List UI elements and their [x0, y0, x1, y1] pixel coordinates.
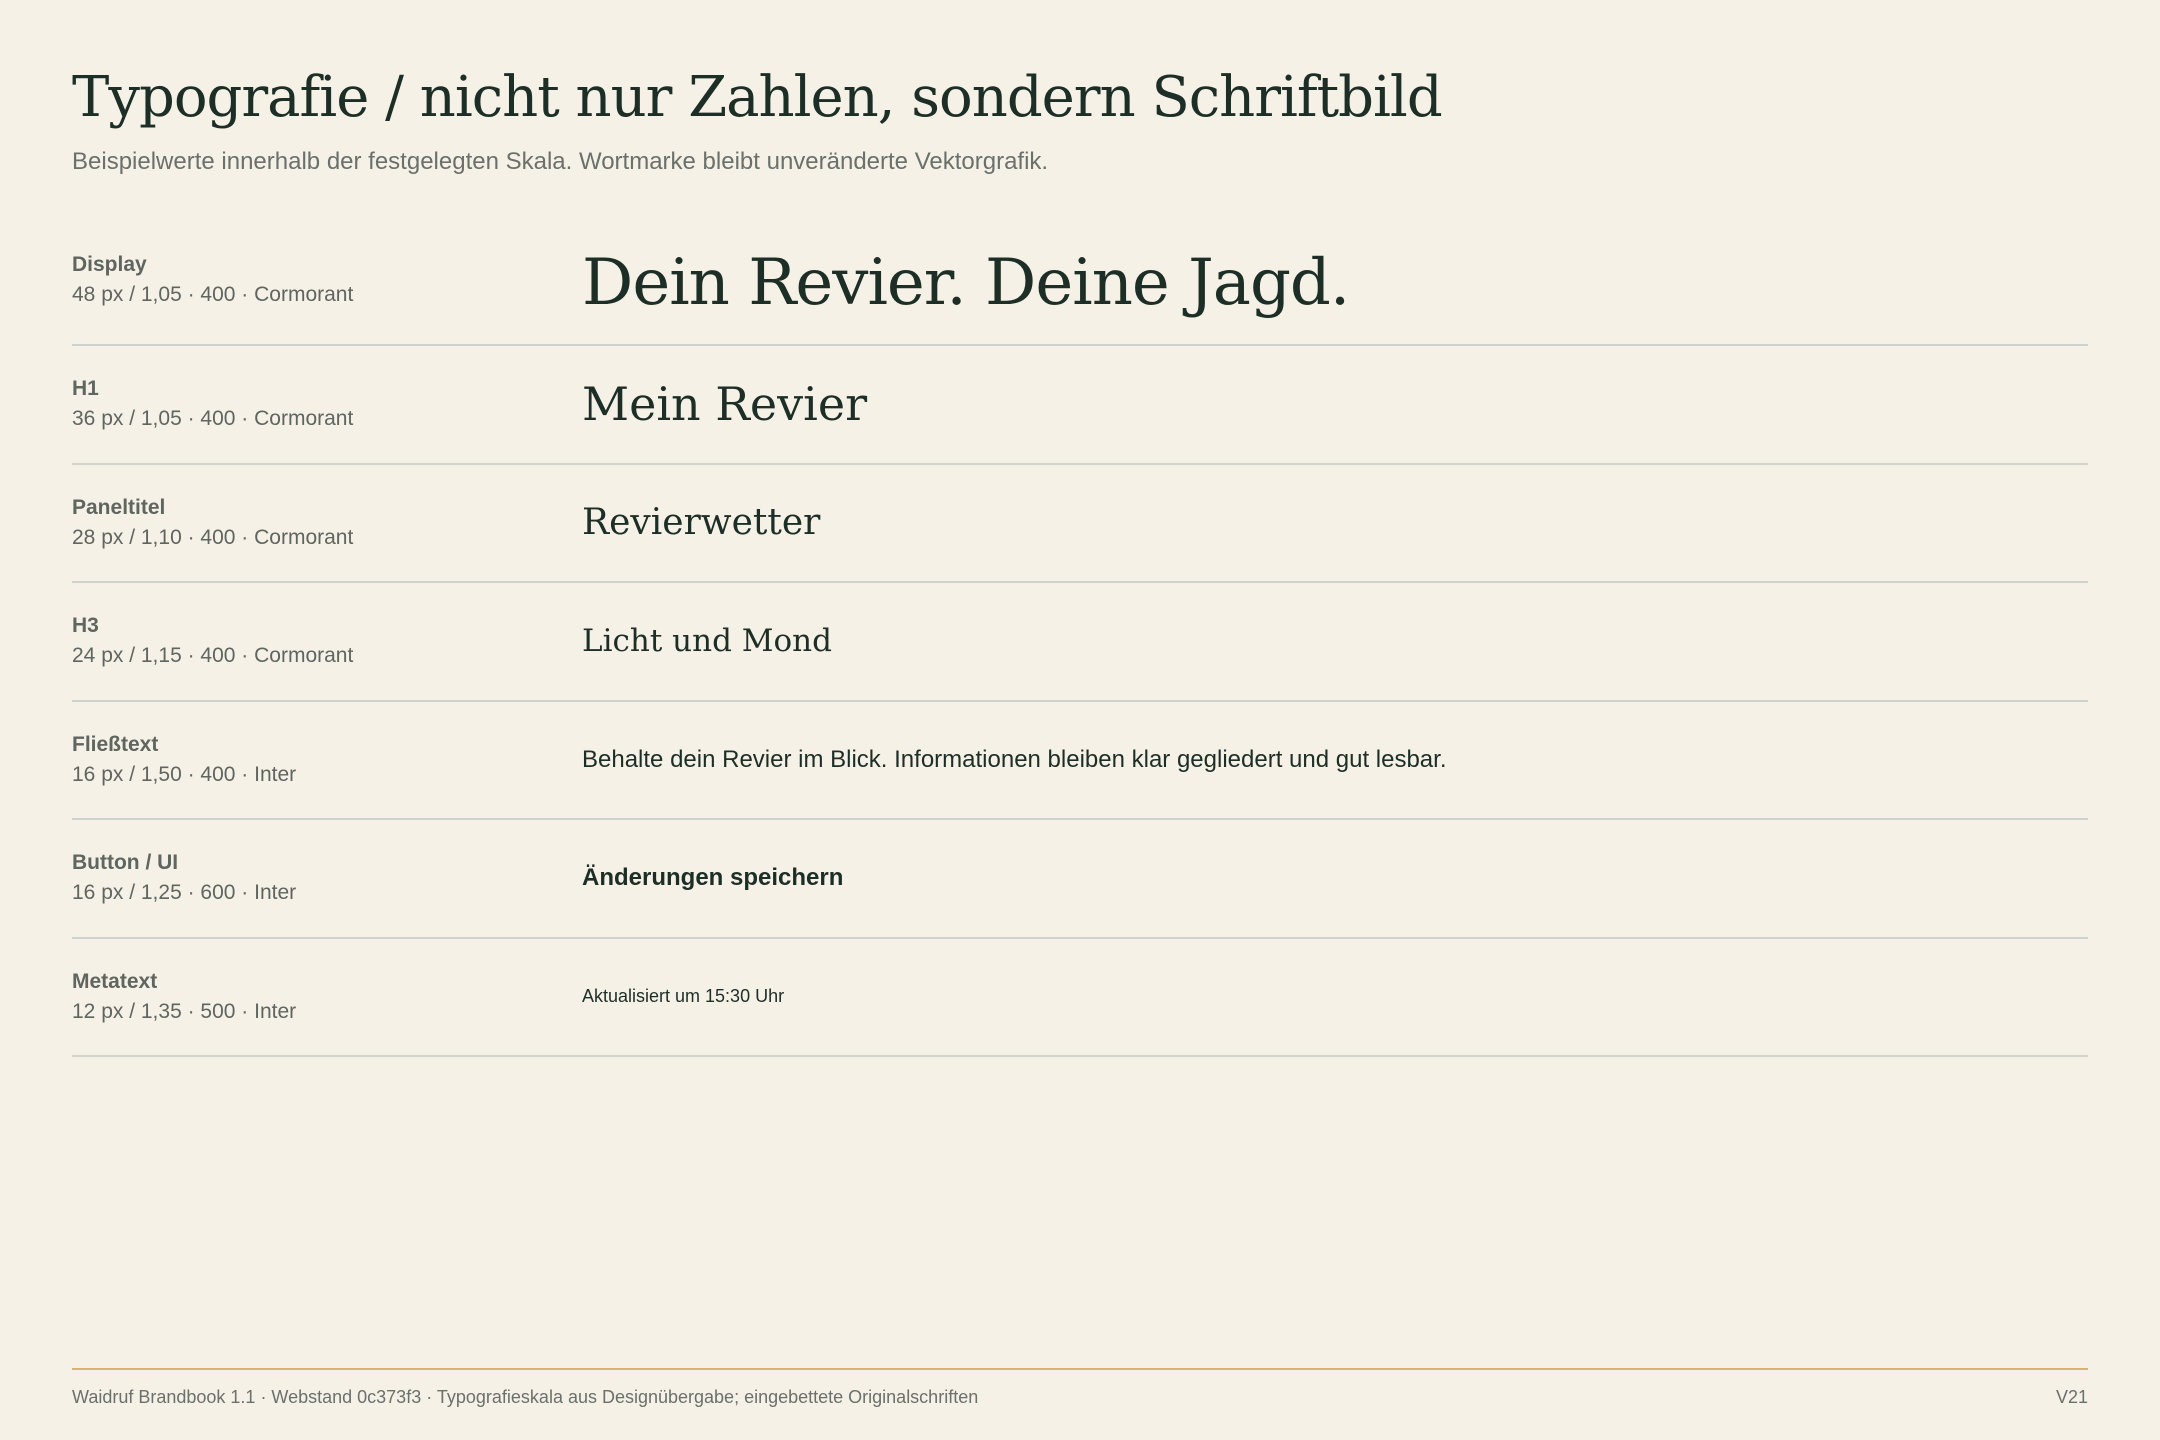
page-title: Typografie / nicht nur Zahlen, sondern Schriftbild: [72, 65, 1442, 130]
type-sample-button-ui: Änderungen speichern: [582, 864, 844, 892]
type-scale-row-h3: [72, 583, 2088, 702]
footer-page-number: V21: [2055, 1387, 2088, 1407]
type-spec: [72, 374, 353, 434]
type-sample-paneltitel: Revierwetter: [582, 502, 821, 544]
type-style-values: 48 px / 1,05 · 400 · Cormorant: [72, 283, 354, 306]
type-sample-h1: Mein Revier: [582, 377, 868, 432]
type-style-values: 16 px / 1,50 · 400 · Inter: [72, 762, 297, 786]
type-sample-h3: Licht und Mond: [582, 623, 832, 660]
type-scale-row-paneltitel: [72, 465, 2088, 584]
type-style-values: 36 px / 1,05 · 400 · Cormorant: [72, 407, 354, 430]
type-style-name: H1: [72, 377, 99, 400]
type-style-values: 16 px / 1,25 · 600 · Inter: [72, 881, 297, 904]
type-sample-display: Dein Revier. Deine Jagd.: [582, 246, 1350, 320]
footer-divider: [72, 1368, 2088, 1370]
type-sample-metatext: Aktualisiert um 15:30 Uhr: [582, 986, 785, 1007]
type-style-values: 28 px / 1,10 · 400 · Cormorant: [72, 525, 354, 549]
type-scale-row-display: [72, 222, 2088, 346]
page-subtitle: Beispielwerte innerhalb der festgelegten Skala. Wortmarke bleibt unveränderte Vektorgrafik.: [72, 148, 1049, 175]
type-style-name: Metatext: [72, 969, 158, 993]
type-scale-row-fliesstext: [72, 702, 2088, 821]
type-spec: [72, 250, 353, 310]
type-style-name: Button / UI: [72, 851, 179, 874]
type-spec: [72, 848, 296, 908]
type-spec: [72, 493, 353, 553]
type-scale-row-button-ui: [72, 820, 2088, 939]
type-style-name: Fließtext: [72, 732, 159, 756]
type-sample-fliesstext: Behalte dein Revier im Blick. Informationen bleiben klar gegliedert und gut lesbar.: [582, 745, 1447, 773]
type-spec: [72, 730, 296, 790]
type-style-values: 12 px / 1,35 · 500 · Inter: [72, 999, 297, 1023]
type-spec: [72, 611, 353, 671]
type-style-name: H3: [72, 614, 99, 637]
type-spec: [72, 967, 296, 1027]
type-scale-row-h1: [72, 346, 2088, 465]
type-style-name: Paneltitel: [72, 495, 166, 519]
type-scale-row-metatext: [72, 939, 2088, 1058]
type-style-values: 24 px / 1,15 · 400 · Cormorant: [72, 644, 354, 667]
type-scale-table: [72, 222, 2088, 1057]
footer-text: Waidruf Brandbook 1.1 · Webstand 0c373f3 · Typografieskala aus Designübergabe; eingebettete Originalschriften: [72, 1387, 979, 1407]
type-style-name: Display: [72, 253, 147, 276]
